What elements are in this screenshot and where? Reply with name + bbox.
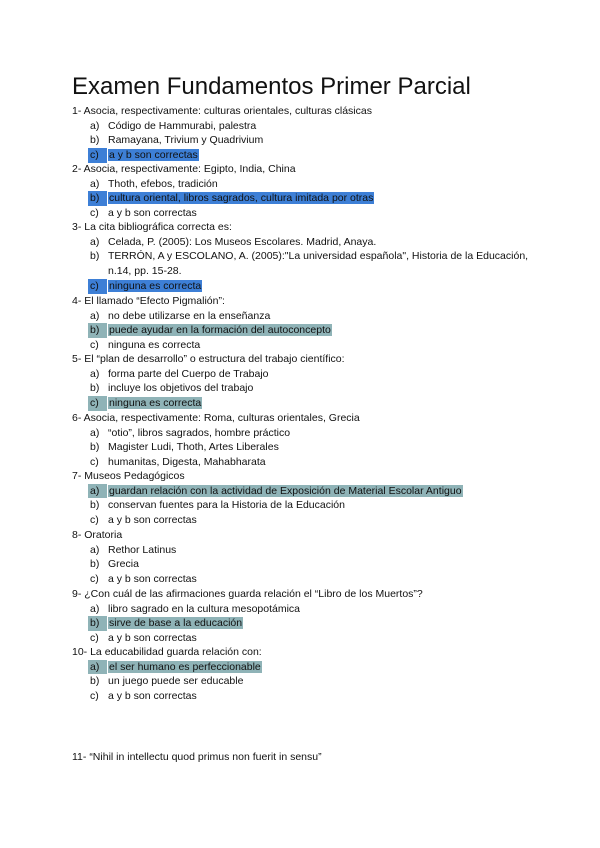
option-text: humanitas, Digesta, Mahabharata xyxy=(108,456,266,469)
question-3 xyxy=(72,220,542,294)
answer-option xyxy=(72,689,542,704)
answer-option xyxy=(72,235,542,250)
answer-highlight: ninguna es correcta xyxy=(109,397,202,410)
question-text: 2- Asocia, respectivamente: Egipto, India, China xyxy=(72,163,296,175)
answer-option xyxy=(72,543,542,558)
option-text: a y b son correctas xyxy=(108,690,197,703)
option-text: un juego puede ser educable xyxy=(108,675,244,688)
question-1 xyxy=(72,104,542,163)
option-letter: a) xyxy=(88,660,107,675)
option-text xyxy=(108,323,542,338)
option-letter: a) xyxy=(90,426,100,439)
option-text xyxy=(108,396,542,411)
question-text: 8- Oratoria xyxy=(72,529,123,541)
answer-option xyxy=(72,660,542,675)
option-letter: a) xyxy=(90,543,100,556)
answer-option xyxy=(72,396,542,411)
option-text: TERRÓN, A y ESCOLANO, A. (2005):"La universidad española", Historia de la Educación, n.14, pp. 15-28. xyxy=(108,250,529,278)
question-7 xyxy=(72,469,542,528)
answer-highlight: a y b son correctas xyxy=(109,149,198,162)
option-letter: b) xyxy=(90,558,100,571)
option-text: Grecia xyxy=(108,558,139,571)
answer-option xyxy=(72,455,542,470)
answer-option xyxy=(72,133,542,148)
answer-highlight: ninguna es correcta xyxy=(109,279,202,292)
answer-option xyxy=(72,309,542,324)
answer-highlight: puede ayudar en la formación del autoconcepto xyxy=(109,324,331,337)
answer-option xyxy=(72,602,542,617)
question-5 xyxy=(72,352,542,411)
option-letter: b) xyxy=(90,250,100,263)
option-letter: b) xyxy=(90,499,100,512)
option-letter: c) xyxy=(90,339,99,352)
option-text: a y b son correctas xyxy=(108,514,197,527)
option-letter: c) xyxy=(90,573,99,586)
answer-option xyxy=(72,367,542,382)
option-letter: c) xyxy=(88,396,107,411)
option-letter: a) xyxy=(90,177,100,190)
question-text: 11- “Nihil in intellectu quod primus non fuerit in sensu” xyxy=(72,751,322,763)
question-text: 7- Museos Pedagógicos xyxy=(72,470,185,482)
option-letter: c) xyxy=(88,279,107,294)
option-text: Celada, P. (2005): Los Museos Escolares. Madrid, Anaya. xyxy=(108,235,377,248)
option-letter: b) xyxy=(88,323,107,338)
question-10 xyxy=(72,645,542,704)
option-text: ninguna es correcta xyxy=(108,339,201,352)
answer-option xyxy=(72,206,542,221)
answer-option xyxy=(72,616,542,631)
answer-highlight: sirve de base a la educación xyxy=(109,617,243,630)
option-letter: c) xyxy=(90,632,99,645)
option-text: Magister Ludi, Thoth, Artes Liberales xyxy=(108,441,279,454)
option-text: a y b son correctas xyxy=(108,207,197,220)
option-letter: b) xyxy=(90,134,100,147)
option-letter: b) xyxy=(88,191,107,206)
answer-option xyxy=(72,557,542,572)
option-text: no debe utilizarse en la enseñanza xyxy=(108,309,271,322)
option-text: Ramayana, Trivium y Quadrivium xyxy=(108,134,264,147)
option-letter: b) xyxy=(88,616,107,631)
answer-option xyxy=(72,148,542,163)
option-text: Rethor Latinus xyxy=(108,543,177,556)
question-text: 1- Asocia, respectivamente: culturas orientales, culturas clásicas xyxy=(72,105,372,117)
option-letter: b) xyxy=(90,675,100,688)
question-text: 5- El “plan de desarrollo” o estructura del trabajo científico: xyxy=(72,353,345,365)
option-letter: a) xyxy=(90,602,100,615)
answer-option xyxy=(72,631,542,646)
question-9 xyxy=(72,587,542,646)
question-6 xyxy=(72,411,542,470)
answer-option xyxy=(72,440,542,455)
answer-option xyxy=(72,513,542,528)
option-letter: b) xyxy=(90,382,100,395)
option-text xyxy=(108,148,542,163)
question-text: 3- La cita bibliográfica correcta es: xyxy=(72,221,232,233)
option-letter: b) xyxy=(90,441,100,454)
question-4 xyxy=(72,294,542,353)
answer-option xyxy=(72,279,542,294)
option-text: Thoth, efebos, tradición xyxy=(108,177,218,190)
question-8 xyxy=(72,528,542,587)
option-letter: c) xyxy=(90,207,99,220)
option-letter: a) xyxy=(90,119,100,132)
answer-option xyxy=(72,426,542,441)
answer-option xyxy=(72,572,542,587)
option-letter: a) xyxy=(90,309,100,322)
option-letter: c) xyxy=(88,148,107,163)
option-text: incluye los objetivos del trabajo xyxy=(108,382,254,395)
option-text xyxy=(108,279,542,294)
option-letter: c) xyxy=(90,690,99,703)
answer-option xyxy=(72,119,542,134)
option-text: a y b son correctas xyxy=(108,573,197,586)
option-text xyxy=(108,484,542,499)
question-2 xyxy=(72,162,542,221)
answer-option xyxy=(72,484,542,499)
answer-option xyxy=(72,498,542,513)
answer-highlight: el ser humano es perfeccionable xyxy=(109,660,261,673)
answer-option xyxy=(72,674,542,689)
option-text: forma parte del Cuerpo de Trabajo xyxy=(108,367,269,380)
question-text: 4- El llamado “Efecto Pigmalión”: xyxy=(72,295,225,307)
answer-option xyxy=(72,381,542,396)
answer-option xyxy=(72,191,542,206)
question-11 xyxy=(72,750,542,765)
option-letter: a) xyxy=(88,484,107,499)
answer-highlight: guardan relación con la actividad de Exposición de Material Escolar Antiguo xyxy=(109,484,462,497)
option-text: a y b son correctas xyxy=(108,632,197,645)
question-text: 6- Asocia, respectivamente: Roma, culturas orientales, Grecia xyxy=(72,412,360,424)
option-letter: c) xyxy=(90,456,99,469)
option-text: conservan fuentes para la Historia de la Educación xyxy=(108,499,345,512)
answer-option xyxy=(72,338,542,353)
answer-option xyxy=(72,249,542,278)
page-title: Examen Fundamentos Primer Parcial xyxy=(72,73,471,100)
option-letter: a) xyxy=(90,235,100,248)
question-text: 10- La educabilidad guarda relación con: xyxy=(72,646,262,658)
answer-highlight: cultura oriental, libros sagrados, cultura imitada por otras xyxy=(109,192,374,205)
option-text: Código de Hammurabi, palestra xyxy=(108,119,257,132)
option-text xyxy=(108,616,542,631)
question-text: 9- ¿Con cuál de las afirmaciones guarda relación el “Libro de los Muertos”? xyxy=(72,588,423,600)
option-text xyxy=(108,660,542,675)
option-text: libro sagrado en la cultura mesopotámica xyxy=(108,602,301,615)
option-letter: a) xyxy=(90,367,100,380)
answer-option xyxy=(72,177,542,192)
answer-option xyxy=(72,323,542,338)
option-text: “otio”, libros sagrados, hombre práctico xyxy=(108,426,291,439)
option-text xyxy=(108,191,542,206)
option-letter: c) xyxy=(90,514,99,527)
